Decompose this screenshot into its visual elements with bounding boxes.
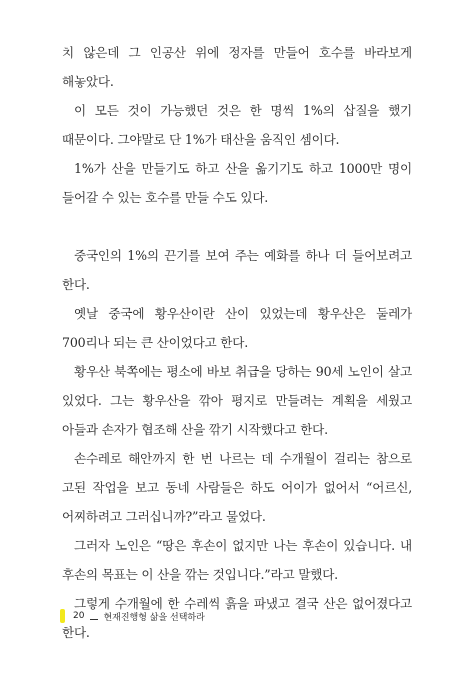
- paragraph-4: 중국인의 1%의 끈기를 보여 주는 예화를 하나 더 들어보려고 한다.: [62, 248, 412, 292]
- page-marker: [60, 609, 65, 623]
- paragraph-7: 손수레로 해안까지 한 번 나르는 데 수개월이 걸리는 참으로 고된 작업을 보고 동네 사람들은 하도 어이가 없어서 “어르신, 어찌하려고 그러십니까?”라고 물었다.: [62, 451, 412, 524]
- paragraph-9: 그렇게 수개월에 한 수레씩 흙을 파냈고 결국 산은 없어졌다고 한다.: [62, 596, 412, 640]
- footer-separator: [90, 619, 98, 620]
- paragraph-3: 1%가 산을 만들기도 하고 산을 옮기기도 하고 1000만 명이 들어갈 수 있는 호수를 만들 수도 있다.: [62, 161, 412, 205]
- page-footer: [60, 608, 205, 624]
- paragraph-6: 황우산 북쪽에는 평소에 바보 취급을 당하는 90세 노인이 살고 있었다. 그는 황우산을 깎아 평지로 만들려는 계획을 세웠고 아들과 손자가 협조해 산을 깎기 시작했다고 한다.: [62, 364, 412, 437]
- page-body: [62, 38, 412, 647]
- book-title: 현재진행형 삶을 선택하라: [103, 612, 205, 623]
- paragraph-5: 옛날 중국에 황우산이란 산이 있었는데 황우산은 둘레가 700리나 되는 큰 산이었다고 한다.: [62, 306, 412, 350]
- page-number: 20: [73, 611, 85, 621]
- paragraph-2: 이 모든 것이 가능했던 것은 한 명씩 1%의 삽질을 했기 때문이다. 그야말로 단 1%가 태산을 움직인 셈이다.: [62, 103, 412, 147]
- paragraph-1: 치 않은데 그 인공산 위에 정자를 만들어 호수를 바라보게 해놓았다.: [62, 45, 412, 89]
- paragraph-8: 그러자 노인은 “땅은 후손이 없지만 나는 후손이 있습니다. 내 후손의 목표는 이 산을 깎는 것입니다.”라고 말했다.: [62, 538, 412, 582]
